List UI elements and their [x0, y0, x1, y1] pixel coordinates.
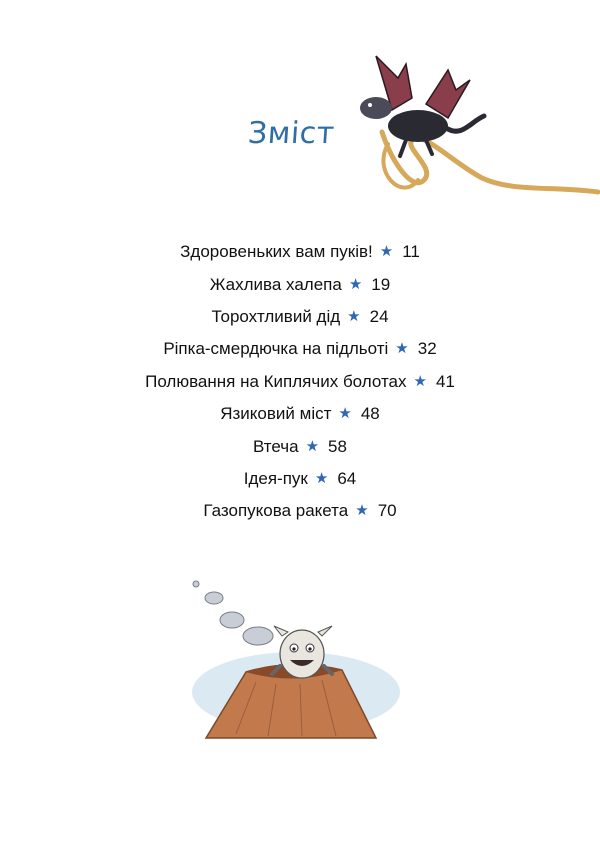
toc-entry: [0, 301, 600, 333]
dragon-tail: [446, 116, 484, 131]
toc-entry: [0, 268, 600, 300]
toc-entry: [0, 236, 600, 268]
page-title: Зміст: [246, 116, 336, 151]
toc-entry-page: 48: [360, 404, 380, 424]
dragon-head: [360, 97, 392, 119]
star-icon: ★: [305, 437, 320, 455]
toc-entry-page: 70: [377, 501, 397, 521]
toc-entry: [0, 495, 600, 527]
dragon-wing-right: [426, 70, 470, 118]
toc-entry: [0, 463, 600, 495]
toc-entry-title: Газопукова ракета: [203, 501, 349, 521]
table-of-contents: [0, 236, 600, 528]
toc-entry-title: Язиковий міст: [220, 404, 332, 424]
toc-entry: [0, 333, 600, 365]
toc-entry-page: 11: [402, 242, 420, 262]
star-icon: ★: [395, 340, 409, 358]
toc-entry: [0, 366, 600, 398]
star-icon: ★: [379, 243, 394, 261]
toc-entry: [0, 398, 600, 430]
toc-entry-page: 58: [328, 436, 347, 456]
toc-entry-title: Жахлива халепа: [209, 274, 342, 294]
toc-entry-page: 19: [371, 274, 391, 294]
dragon-body: [388, 110, 448, 142]
toc-entry-title: Торохтливий дід: [211, 306, 341, 326]
star-icon: ★: [413, 372, 427, 390]
star-icon: ★: [314, 469, 329, 487]
toc-entry-title: Ріпка-смердючка на підльоті: [163, 339, 389, 359]
toc-entry-title: Втеча: [253, 436, 299, 456]
star-icon: ★: [355, 502, 369, 520]
toc-entry-title: Здоровеньких вам пуків!: [180, 242, 373, 262]
toc-entry-page: 41: [435, 371, 455, 391]
toc-entry-title: Полювання на Киплячих болотах: [145, 371, 407, 391]
smoke-puffs: [193, 581, 273, 645]
star-icon: ★: [348, 275, 363, 293]
star-icon: ★: [347, 307, 361, 325]
toc-entry-title: Ідея-пук: [243, 468, 308, 488]
toc-entry-page: 64: [337, 468, 357, 488]
toc-entry-page: 32: [417, 339, 437, 359]
toc-entry-page: 24: [369, 306, 389, 326]
volcano-illustration: [176, 574, 400, 746]
toc-entry: [0, 430, 600, 462]
dragon-illustration: [352, 52, 600, 198]
star-icon: ★: [338, 405, 352, 423]
